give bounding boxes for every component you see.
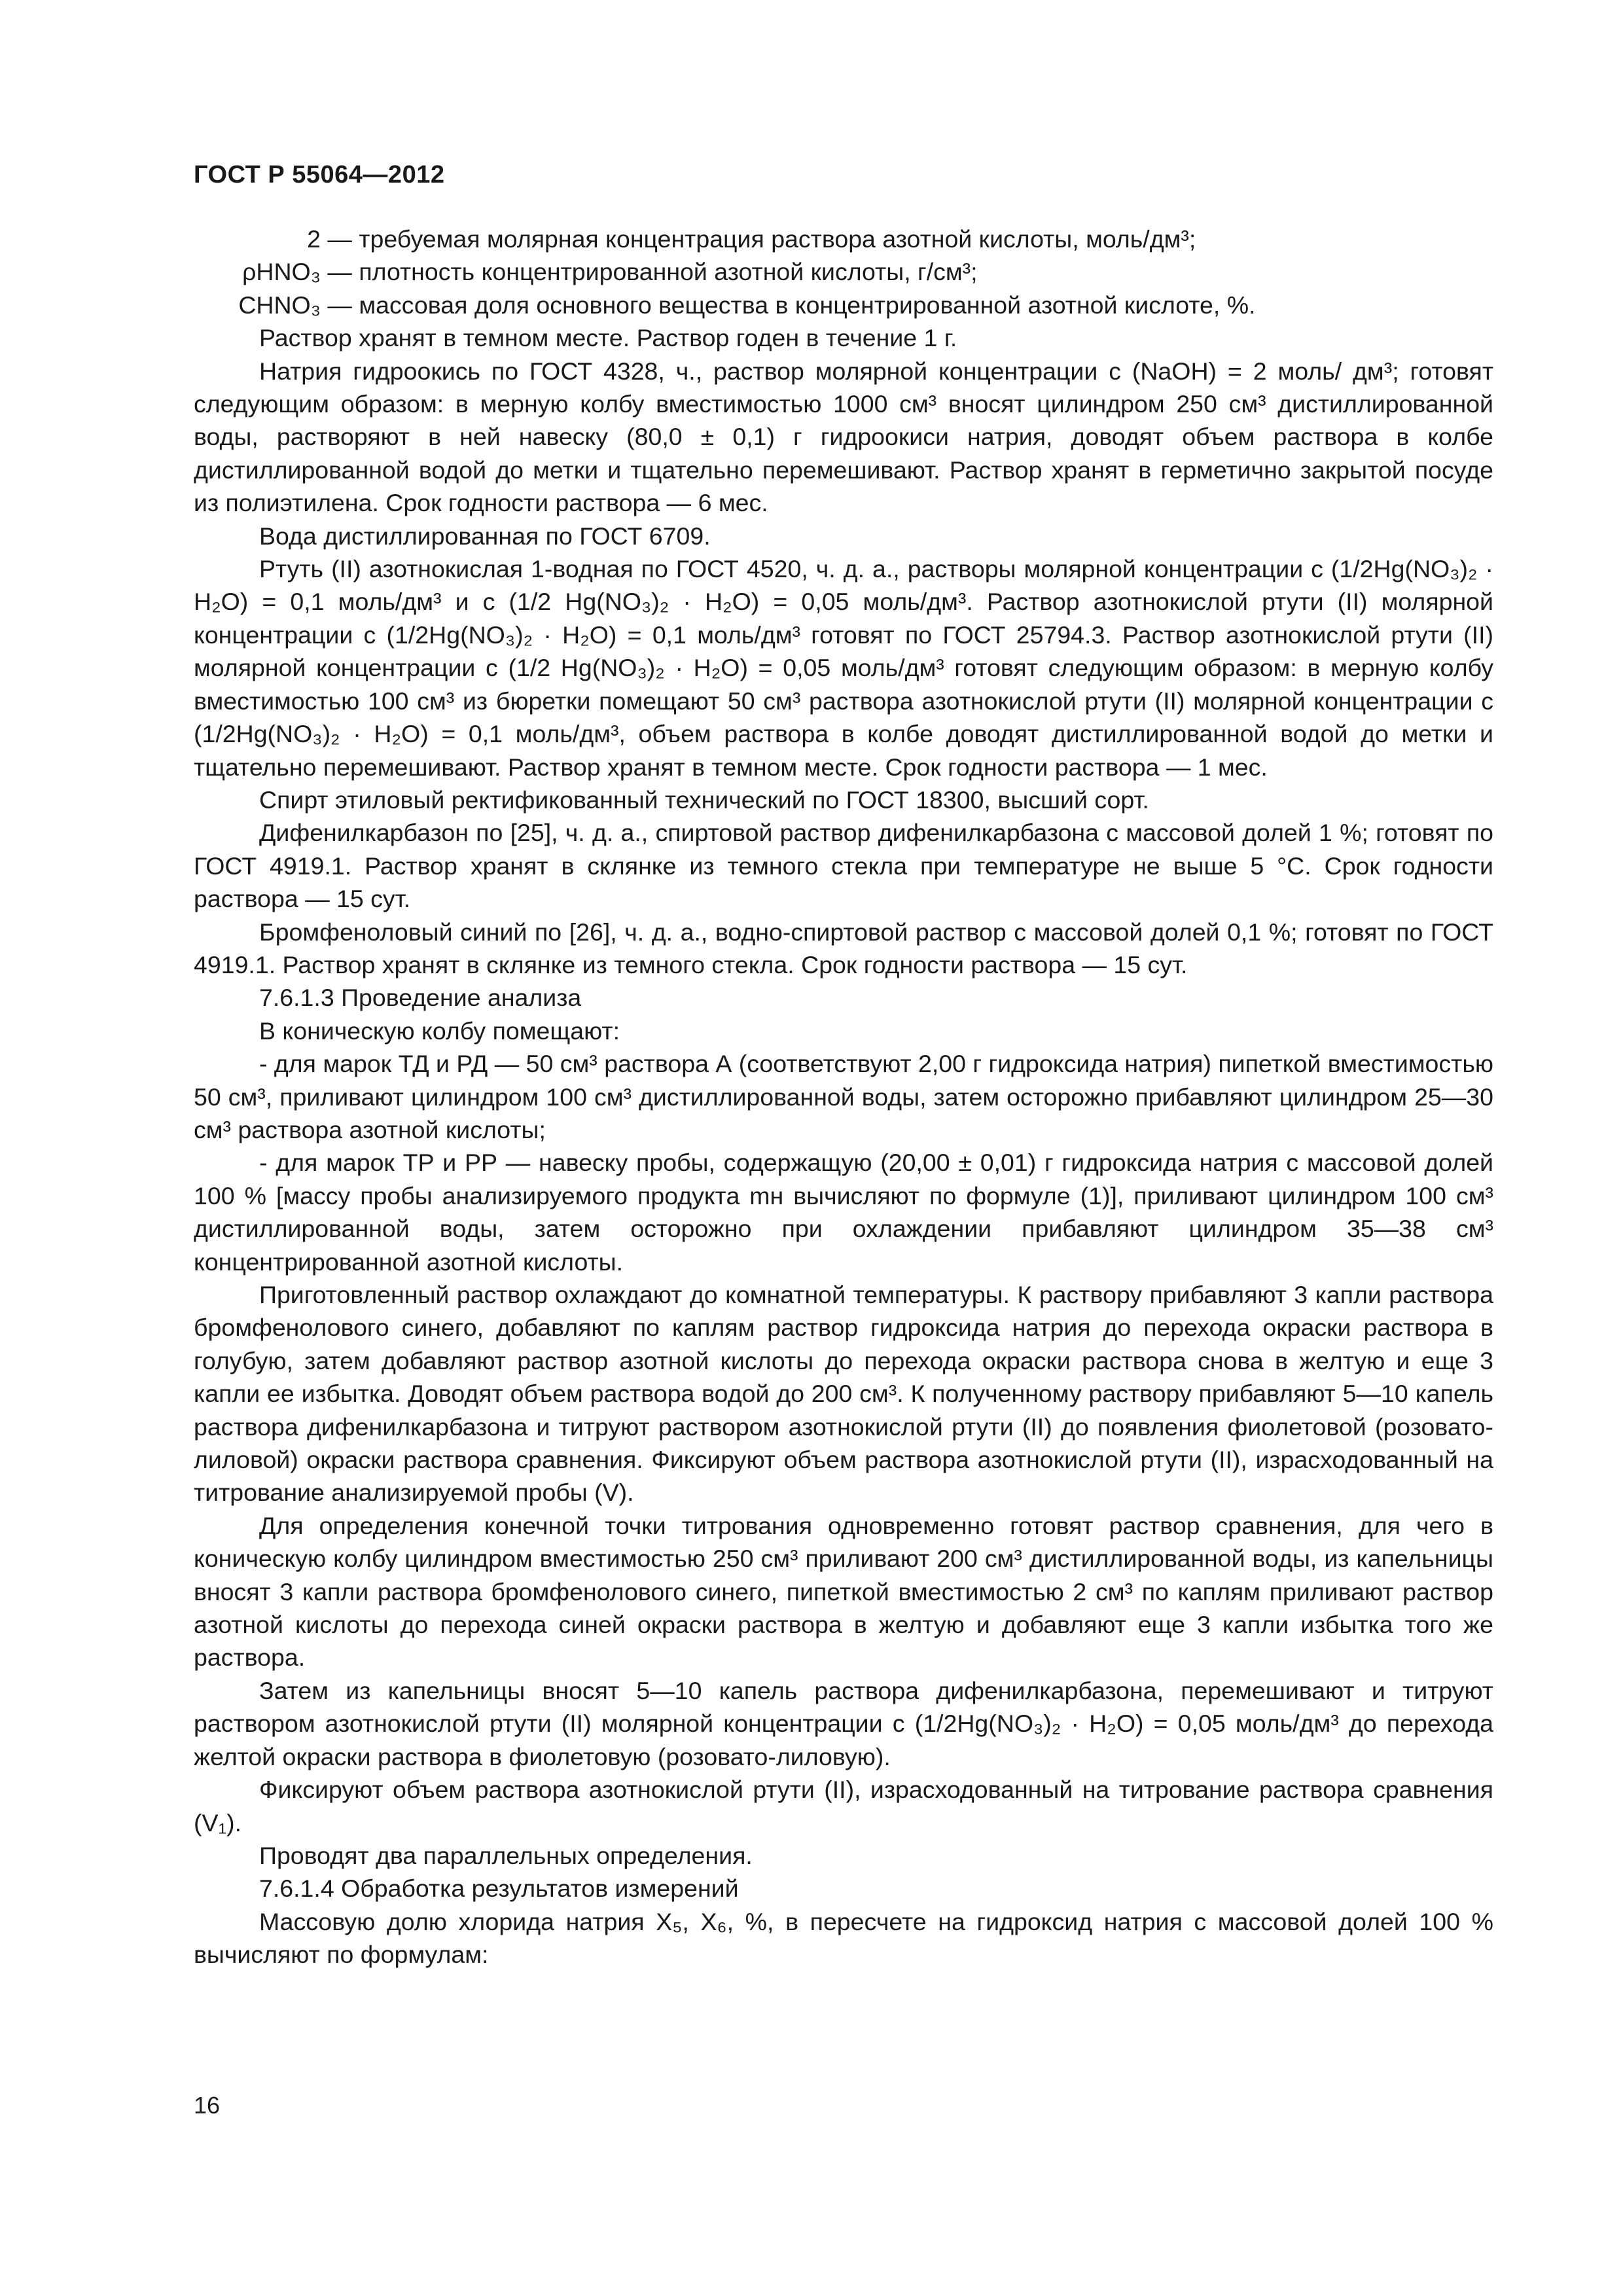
paragraph: Для определения конечной точки титрования одновременно готовят раствор сравнения, для чего в коническую колбу цилиндром вместимостью 250 см³ приливают 200 см³ дистиллированной воды, из капельницы вносят 3 капли раствора бромфенолового синего, пипеткой вместимостью 2 см³ по каплям приливают раствор азотной кислоты до перехода синей окраски раствора в желтую и добавляют еще 3 капли избытка того же раствора. [194, 1511, 1493, 1672]
paragraph: Натрия гидроокись по ГОСТ 4328, ч., раствор молярной концентрации c (NaOH) = 2 моль/ дм³; готовят следующим образом: в мерную колбу вместимостью 1000 см³ вносят цилиндром 250 см³ дистиллированной воды, растворяют в ней навеску (80,0 ± 0,1) г гидроокиси натрия, доводят объем раствора в колбе дистиллированной водой до метки и тщательно перемешивают. Раствор хранят в герметично закрытой посуде из полиэтилена. Срок годности раствора — 6 мес. [194, 357, 1493, 517]
definition-text: — плотность концентрированной азотной кислоты, г/см³; [321, 258, 978, 286]
page-number: 16 [194, 2092, 221, 2119]
paragraph: Дифенилкарбазон по [25], ч. д. а., спиртовой раствор дифенилкарбазона с массовой долей 1 %; готовят по ГОСТ 4919.1. Раствор хранят в склянке из темного стекла при температуре не выше 5 °С. Срок годности раствора — 15 сут. [194, 819, 1493, 913]
paragraph: Бромфеноловый синий по [26], ч. д. а., водно-спиртовой раствор с массовой долей 0,1 %; готовят по ГОСТ 4919.1. Раствор хранят в склянке из темного стекла. Срок годности раствора — 15 сут. [194, 918, 1493, 978]
definition-symbol: CHNO₃ [238, 291, 321, 319]
paragraph: Вода дистиллированная по ГОСТ 6709. [259, 522, 711, 550]
definition-text: — массовая доля основного вещества в концентрированной азотной кислоте, %. [321, 291, 1256, 319]
definition-symbol: ρHNO₃ [242, 258, 321, 286]
paragraph: Затем из капельницы вносят 5—10 капель раствора дифенилкарбазона, перемешивают и титруют раствором азотнокислой ртути (II) молярной концентрации c (1/2Hg(NO₃)₂ · H₂O) = 0,05 моль/дм³ до перехода желтой окраски раствора в фиолетовую (розовато-лиловую). [194, 1676, 1493, 1770]
section-heading: 7.6.1.3 Проведение анализа [259, 984, 582, 1012]
list-item: - для марок ТР и РР — навеску пробы, содержащую (20,00 ± 0,01) г гидроксида натрия с массовой долей 100 % [массу пробы анализируемого продукта mн вычисляют по формуле (1)], приливают цилиндром 100 см³ дистиллированной воды, затем осторожно при охлаждении прибавляют цилиндром 35—38 см³ концентрированной азотной кислоты. [194, 1149, 1493, 1276]
definition-item [194, 289, 1493, 321]
document-header: ГОСТ Р 55064—2012 [194, 161, 445, 188]
paragraph: Спирт этиловый ректификованный технический по ГОСТ 18300, высший сорт. [259, 785, 1149, 814]
paragraph: В коническую колбу помещают: [259, 1016, 620, 1045]
definition-symbol: 2 [307, 225, 321, 253]
definition-text: — требуемая молярная концентрация раствора азотной кислоты, моль/дм³; [321, 225, 1196, 253]
definition-item [194, 255, 1493, 288]
page-body [194, 223, 1493, 1971]
paragraph: Раствор хранят в темном месте. Раствор годен в течение 1 г. [259, 324, 957, 352]
variable-definitions [194, 223, 1493, 321]
paragraph: Приготовленный раствор охлаждают до комнатной температуры. К раствору прибавляют 3 капли раствора бромфенолового синего, добавляют по каплям раствор гидроксида натрия до перехода окраски раствора в голубую, затем добавляют раствор азотной кислоты до перехода окраски раствора снова в желтую и еще 3 капли ее избытка. Доводят объем раствора водой до 200 см³. К полученному раствору прибавляют 5—10 капель раствора дифенилкарбазона и титруют раствором азотнокислой ртути (II) до появления фиолетовой (розовато-лиловой) окраски раствора сравнения. Фиксируют объем раствора азотнокислой ртути (II), израсходованный на титрование анализируемой пробы (V). [194, 1281, 1493, 1507]
section-heading: 7.6.1.4 Обработка результатов измерений [259, 1874, 739, 1903]
paragraph: Ртуть (II) азотнокислая 1-водная по ГОСТ 4520, ч. д. а., растворы молярной концентрации c (1/2Hg(NO₃)₂ · H₂O) = 0,1 моль/дм³ и c (1/2 Hg(NO₃)₂ · H₂O) = 0,05 моль/дм³. Раствор азотнокислой ртути (II) молярной концентрации c (1/2Hg(NO₃)₂ · H₂O) = 0,1 моль/дм³ готовят по ГОСТ 25794.3. Раствор азотнокислой ртути (II) молярной концентрации c (1/2 Hg(NO₃)₂ · H₂O) = 0,05 моль/дм³ готовят следующим образом: в мерную колбу вместимостью 100 см³ из бюретки помещают 50 см³ раствора азотнокислой ртути (II) молярной концентрации c (1/2Hg(NO₃)₂ · H₂O) = 0,1 моль/дм³, объем раствора в колбе доводят дистиллированной водой до метки и тщательно перемешивают. Раствор хранят в темном месте. Срок годности раствора — 1 мес. [194, 555, 1493, 781]
definition-item [194, 223, 1493, 255]
paragraph: Массовую долю хлорида натрия X₅, X₆, %, в пересчете на гидроксид натрия с массовой долей 100 % вычисляют по формулам: [194, 1907, 1493, 1969]
paragraph: Проводят два параллельных определения. [259, 1841, 753, 1869]
list-item: - для марок ТД и РД — 50 см³ раствора А (соответствуют 2,00 г гидроксида натрия) пипеткой вместимостью 50 см³, приливают цилиндром 100 см³ дистиллированной воды, затем осторожно прибавляют цилиндром 25—30 см³ раствора азотной кислоты; [194, 1050, 1493, 1143]
paragraph: Фиксируют объем раствора азотнокислой ртути (II), израсходованный на титрование раствора сравнения (V₁). [194, 1776, 1493, 1837]
